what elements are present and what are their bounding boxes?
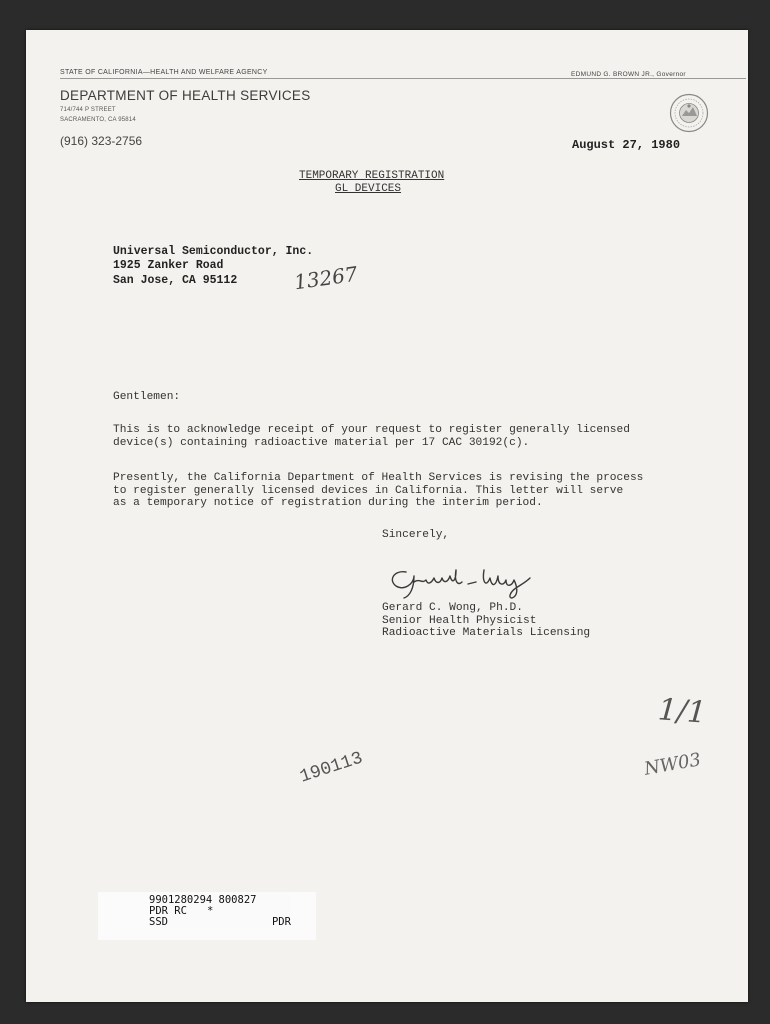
letter-page xyxy=(26,30,748,1002)
stamp-line-1: 9901280294 800827 xyxy=(149,894,257,906)
closing: Sincerely, xyxy=(382,529,450,541)
paragraph-2-line-2: to register generally licensed devices in California. This letter will serve xyxy=(113,484,624,497)
department-street: 714/744 P STREET xyxy=(60,107,116,113)
signer-title: Senior Health Physicist xyxy=(382,614,537,627)
agency-line: STATE OF CALIFORNIA—HEALTH AND WELFARE AGENCY xyxy=(60,69,268,76)
salutation: Gentlemen: xyxy=(113,391,181,403)
accession-stamp: 190113 xyxy=(297,748,366,788)
letterhead-rule xyxy=(60,78,746,79)
document-stamp xyxy=(149,895,291,928)
recipient-street: 1925 Zanker Road xyxy=(113,259,224,272)
state-seal-icon xyxy=(669,93,709,133)
recipient-name: Universal Semiconductor, Inc. xyxy=(113,245,314,258)
stamp-line-2-mark: * xyxy=(206,905,214,917)
paragraph-1 xyxy=(113,424,630,449)
subject-line-1: TEMPORARY REGISTRATION xyxy=(299,170,445,182)
signer-name: Gerard C. Wong, Ph.D. xyxy=(382,602,523,614)
signature-block xyxy=(382,602,590,640)
handwritten-initials: NW03 xyxy=(642,749,703,780)
department-phone: (916) 323-2756 xyxy=(60,134,143,148)
stamp-line-3-left: SSD xyxy=(149,916,168,928)
signature-image xyxy=(384,558,544,602)
paragraph-1-line-1: This is to acknowledge receipt of your request to register generally licensed xyxy=(113,424,630,436)
paragraph-2-line-3: as a temporary notice of registration during the interim period. xyxy=(113,497,543,509)
signer-unit: Radioactive Materials Licensing xyxy=(382,627,591,639)
stamp-line-3 xyxy=(149,917,291,928)
paragraph-2-line-1: Presently, the California Department of Health Services is revising the process xyxy=(113,472,644,484)
paragraph-2 xyxy=(113,472,643,510)
stamp-line-2-left: PDR RC xyxy=(149,905,187,917)
handwritten-file-number: 13267 xyxy=(292,261,359,295)
governor-line: EDMUND G. BROWN JR., Governor xyxy=(571,71,686,78)
department-name: DEPARTMENT OF HEALTH SERVICES xyxy=(60,88,311,103)
show-through-text xyxy=(144,126,150,139)
subject-line-2: GL DEVICES xyxy=(335,183,402,195)
paragraph-1-line-2: device(s) containing radioactive material per 17 CAC 30192(c). xyxy=(113,436,530,449)
department-city: SACRAMENTO, CA 95814 xyxy=(60,117,136,123)
stamp-line-3-right: PDR xyxy=(271,916,291,928)
letter-date: August 27, 1980 xyxy=(572,138,681,152)
stamp-line-2 xyxy=(149,906,291,917)
recipient-city: San Jose, CA 95112 xyxy=(113,274,238,287)
handwritten-fraction: 1/1 xyxy=(656,692,708,731)
